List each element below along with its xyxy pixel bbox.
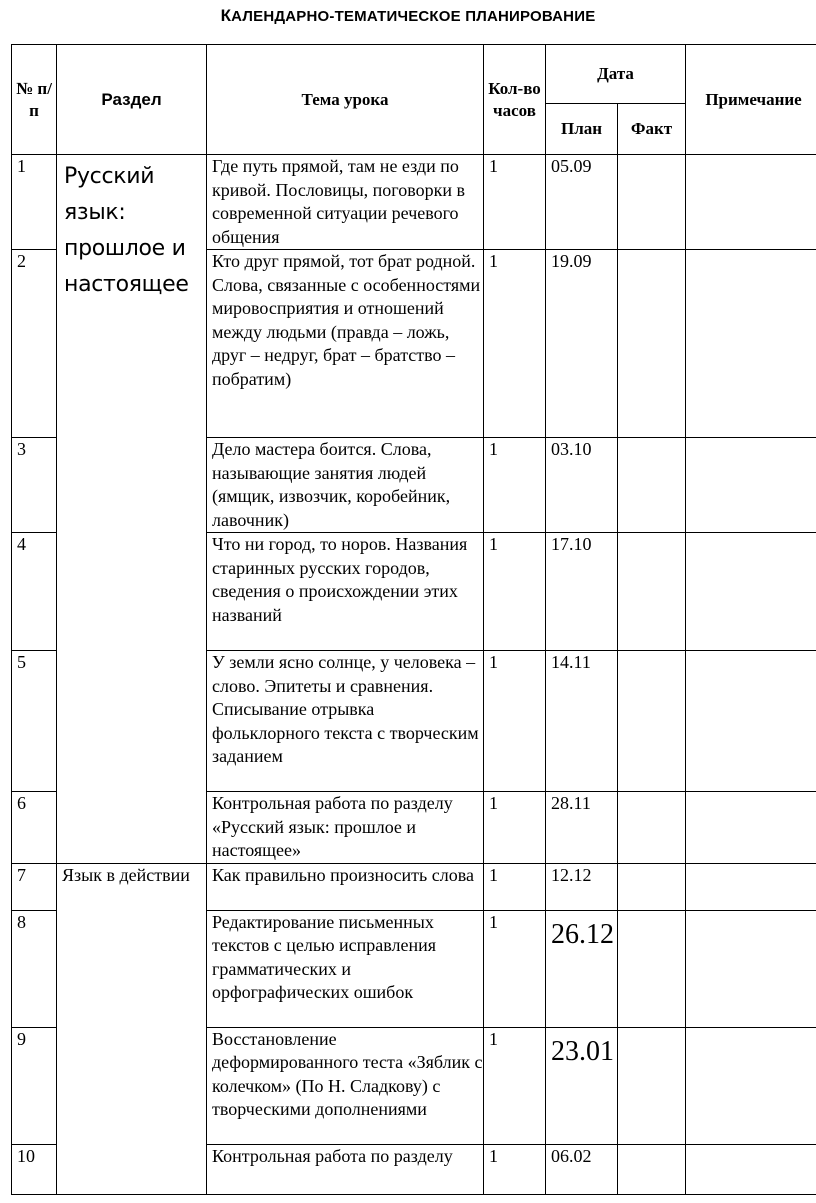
row-fact-date [618, 1027, 686, 1144]
row-hours: 1 [484, 250, 546, 438]
row-hours: 1 [484, 910, 546, 1027]
row-topic: У земли ясно солнце, у человека – слово. Эпитеты и сравнения. Списывание отрывка фольклорного текста с творческим заданием [207, 651, 484, 792]
row-hours: 1 [484, 1027, 546, 1144]
row-num: 2 [12, 250, 57, 438]
row-num: 7 [12, 863, 57, 910]
row-hours: 1 [484, 792, 546, 864]
row-num: 3 [12, 438, 57, 533]
row-fact-date [618, 155, 686, 250]
row-topic: Контрольная работа по разделу [207, 1144, 484, 1194]
table-row [12, 155, 816, 250]
header-fact: Факт [618, 104, 686, 155]
row-note [686, 1144, 816, 1194]
row-note [686, 863, 816, 910]
planning-table [11, 44, 816, 1195]
row-fact-date [618, 792, 686, 864]
row-plan-date-cell [546, 910, 618, 1027]
row-topic: Где путь прямой, там не езди по кривой. Пословицы, поговорки в современной ситуации речевого общения [207, 155, 484, 250]
row-plan-date: 19.09 [546, 250, 618, 438]
header-section: Раздел [57, 45, 207, 155]
row-num: 5 [12, 651, 57, 792]
row-num: 9 [12, 1027, 57, 1144]
section-name: Русский язык: прошлое и настоящее [64, 164, 189, 297]
row-num: 1 [12, 155, 57, 250]
row-plan-date: 26.12 [551, 918, 614, 950]
row-note [686, 438, 816, 533]
row-plan-date: 06.02 [546, 1144, 618, 1194]
row-fact-date [618, 1144, 686, 1194]
row-fact-date [618, 910, 686, 1027]
row-note [686, 792, 816, 864]
row-fact-date [618, 651, 686, 792]
section-cell [57, 863, 207, 1194]
row-fact-date [618, 250, 686, 438]
row-hours: 1 [484, 438, 546, 533]
row-plan-date: 28.11 [546, 792, 618, 864]
row-hours: 1 [484, 863, 546, 910]
row-hours: 1 [484, 533, 546, 651]
section-cell [57, 155, 207, 864]
row-topic: Контрольная работа по разделу «Русский язык: прошлое и настоящее» [207, 792, 484, 864]
header-topic: Тема урока [207, 45, 484, 155]
row-topic: Восстановление деформированного теста «Зяблик с колечком» (По Н. Сладкову) с творческими дополнениями [207, 1027, 484, 1144]
row-plan-date-cell [546, 1027, 618, 1144]
row-plan-date: 23.01 [551, 1035, 614, 1067]
row-num: 4 [12, 533, 57, 651]
row-plan-date: 14.11 [546, 651, 618, 792]
page-title-initial: К [220, 6, 232, 25]
page-title [0, 6, 816, 26]
row-plan-date: 03.10 [546, 438, 618, 533]
row-num: 10 [12, 1144, 57, 1194]
header-plan: План [546, 104, 618, 155]
row-plan-date: 05.09 [546, 155, 618, 250]
row-plan-date: 12.12 [546, 863, 618, 910]
row-note [686, 155, 816, 250]
row-fact-date [618, 863, 686, 910]
row-plan-date: 17.10 [546, 533, 618, 651]
section-name: Язык в действии [62, 864, 190, 885]
row-num: 8 [12, 910, 57, 1027]
table-row [12, 863, 816, 910]
row-note [686, 250, 816, 438]
row-num: 6 [12, 792, 57, 864]
header-date: Дата [546, 45, 686, 104]
row-topic: Что ни город, то норов. Названия старинных русских городов, сведения о происхождении этих названий [207, 533, 484, 651]
header-hours: Кол-во часов [484, 45, 546, 155]
header-num: № п/ п [12, 45, 57, 155]
row-topic: Как правильно произносить слова [207, 863, 484, 910]
row-note [686, 1027, 816, 1144]
header-note: Примечание [686, 45, 816, 155]
row-fact-date [618, 438, 686, 533]
row-note [686, 533, 816, 651]
row-hours: 1 [484, 1144, 546, 1194]
row-topic: Дело мастера боится. Слова, называющие занятия людей (ямщик, извозчик, коробейник, лавочник) [207, 438, 484, 533]
row-hours: 1 [484, 155, 546, 250]
row-hours: 1 [484, 651, 546, 792]
row-topic: Кто друг прямой, тот брат родной. Слова, связанные с особенностями мировосприятия и отношений между людьми (правда – ложь, друг – недруг, брат – братство – побратим) [207, 250, 484, 438]
row-topic: Редактирование письменных текстов с целью исправления грамматических и орфографических ошибок [207, 910, 484, 1027]
header-row-1 [12, 45, 816, 104]
row-note [686, 910, 816, 1027]
page-title-rest: АЛЕНДАРНО-ТЕМАТИЧЕСКОЕ ПЛАНИРОВАНИЕ [231, 8, 596, 25]
row-note [686, 651, 816, 792]
row-fact-date [618, 533, 686, 651]
